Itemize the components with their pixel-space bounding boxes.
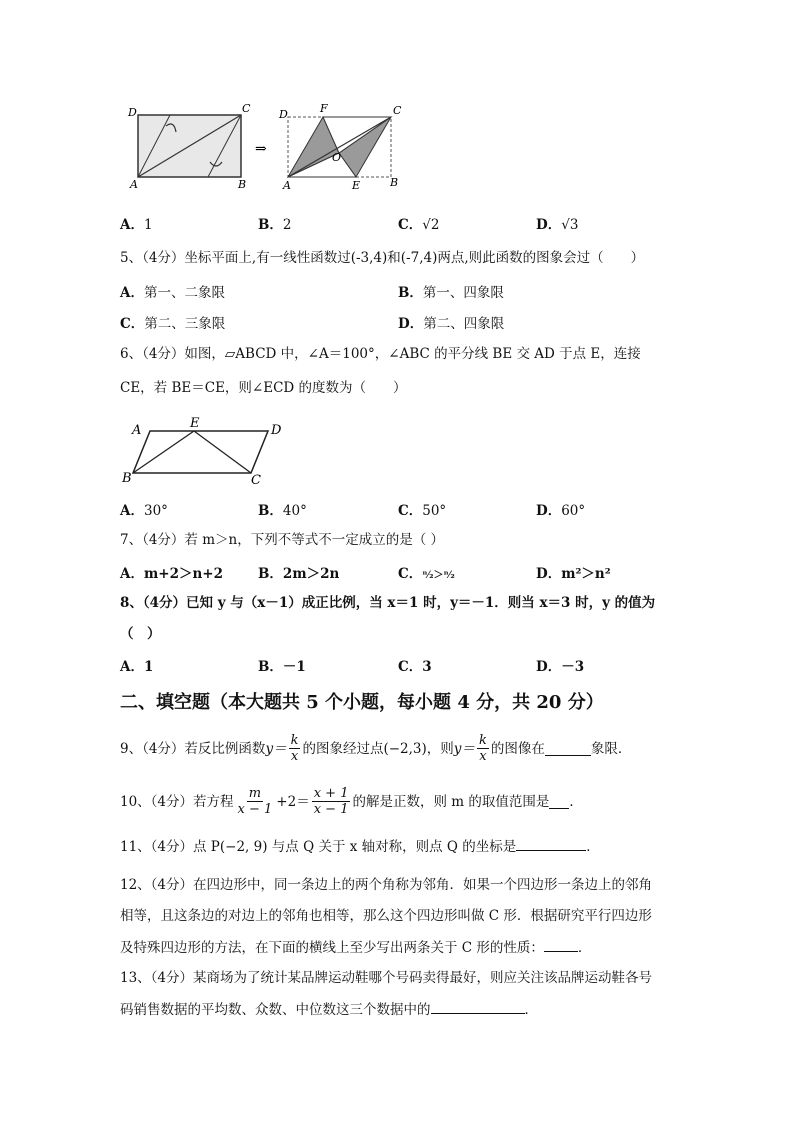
q5-option-d: D．第二、四象限 xyxy=(398,316,505,332)
left-label-a: A xyxy=(130,178,138,191)
q6-option-a: A．30° xyxy=(120,503,168,519)
q12-text-line1: 12、（4分）在四边形中，同一条边上的两个角称为邻角．如果一个四边形一条边上的邻角 xyxy=(120,877,653,893)
q6-text-line2: CE，若 BE＝CE，则∠ECD 的度数为（ ） xyxy=(120,380,407,396)
arrow-icon: ⇒ xyxy=(255,141,267,157)
q7-text: 7、（4分）若 m＞n，下列不等式不一定成立的是（ ） xyxy=(120,532,445,548)
q9-answer-blank[interactable] xyxy=(545,741,591,756)
q13-text-line2: 码销售数据的平均数、众数、中位数这三个数据中的 ． xyxy=(120,999,538,1020)
right-label-e: E xyxy=(352,179,361,192)
q7-option-c: C．ⁿ⁄₂＞ⁿ⁄₂ xyxy=(398,566,455,582)
q4-option-b: B．2 xyxy=(258,217,292,233)
q5-option-a: A．第一、二象限 xyxy=(120,285,225,301)
figure-fold-rectangle xyxy=(118,98,408,198)
q9-text: 9、（4分）若反比例函数 y＝ $\frac{k}{x}$ 的图象经过点(−2,3)，则 y＝ $\frac{k}{x}$ 的图像在 象限． xyxy=(120,733,632,764)
label-e: E xyxy=(190,416,200,431)
q7-option-a: A．m+2＞n+2 xyxy=(120,566,223,582)
left-label-c: C xyxy=(242,102,251,115)
q7-option-b: B．2m＞2n xyxy=(258,566,340,582)
q6-option-c: C．50° xyxy=(398,503,447,519)
q8-option-a: A．1 xyxy=(120,659,154,675)
right-label-d: D xyxy=(279,108,288,121)
right-label-o: O xyxy=(332,151,342,164)
q12-text-line2: 相等，且这条边的对边上的邻角也相等，那么这个四边形叫做 C 形．根据研究平行四边形 xyxy=(120,908,652,924)
q10-answer-blank[interactable] xyxy=(549,794,569,809)
q11-text: 11、（4分）点 P(−2, 9) 与点 Q 关于 x 轴对称，则点 Q 的坐标是 ． xyxy=(120,836,600,857)
label-d: D xyxy=(271,423,282,438)
q4-option-a: A．1 xyxy=(120,217,153,233)
q11-answer-blank[interactable] xyxy=(516,836,586,851)
label-a: A xyxy=(132,423,142,438)
q5-text: 5、（4分）坐标平面上,有一线性函数过(-3,4)和(-7,4)两点,则此函数的图象会过（ ） xyxy=(120,250,645,266)
q8-option-c: C．3 xyxy=(398,659,432,675)
right-label-a: A xyxy=(283,179,291,192)
q4-option-d: D．√3 xyxy=(536,217,579,233)
q12-answer-blank[interactable] xyxy=(544,937,578,952)
left-label-d: D xyxy=(128,106,137,119)
q6-option-b: B．40° xyxy=(258,503,307,519)
q5-option-c: C．第二、三象限 xyxy=(120,316,226,332)
section-heading: 二、填空题（本大题共 5 个小题，每小题 4 分，共 20 分） xyxy=(120,692,604,713)
q4-option-c: C．√2 xyxy=(398,217,440,233)
q8-text-line2: （ ） xyxy=(120,626,161,642)
q6-option-d: D．60° xyxy=(536,503,586,519)
label-c: C xyxy=(251,473,261,488)
right-label-f: F xyxy=(320,102,328,115)
q6-text-line1: 6、（4分）如图，▱ABCD 中，∠A＝100°，∠ABC 的平分线 BE 交 AD 于点 E，连接 xyxy=(120,346,641,362)
q5-option-b: B．第一、四象限 xyxy=(398,285,504,301)
q8-text-line1: 8、（4分）已知 y 与（x－1）成正比例，当 x＝1 时，y＝－1．则当 x＝3 时，y 的值为 xyxy=(120,595,656,611)
q12-text-line3: 及特殊四边形的方法，在下面的横线上至少写出两条关于 C 形的性质： ． xyxy=(120,937,591,958)
q10-text: 10、（4分）若方程 $\frac{m}{x - 1}$ +2＝ $\frac{x + 1}{x - 1}$ 的解是正数，则 m 的取值范围是 ． xyxy=(120,786,583,817)
q13-text-line1: 13、（4分）某商场为了统计某品牌运动鞋哪个号码卖得最好，则应关注该品牌运动鞋各号 xyxy=(120,970,653,986)
right-label-c: C xyxy=(393,104,402,117)
q7-option-d: D．m²＞n² xyxy=(536,566,611,582)
q8-option-d: D．－3 xyxy=(536,659,585,675)
right-label-b: B xyxy=(390,176,399,189)
q8-option-b: B．－1 xyxy=(258,659,306,675)
q6-parallelogram-figure xyxy=(118,412,288,488)
q13-answer-blank[interactable] xyxy=(431,999,525,1014)
left-label-b: B xyxy=(238,178,247,191)
label-b: B xyxy=(122,471,132,486)
